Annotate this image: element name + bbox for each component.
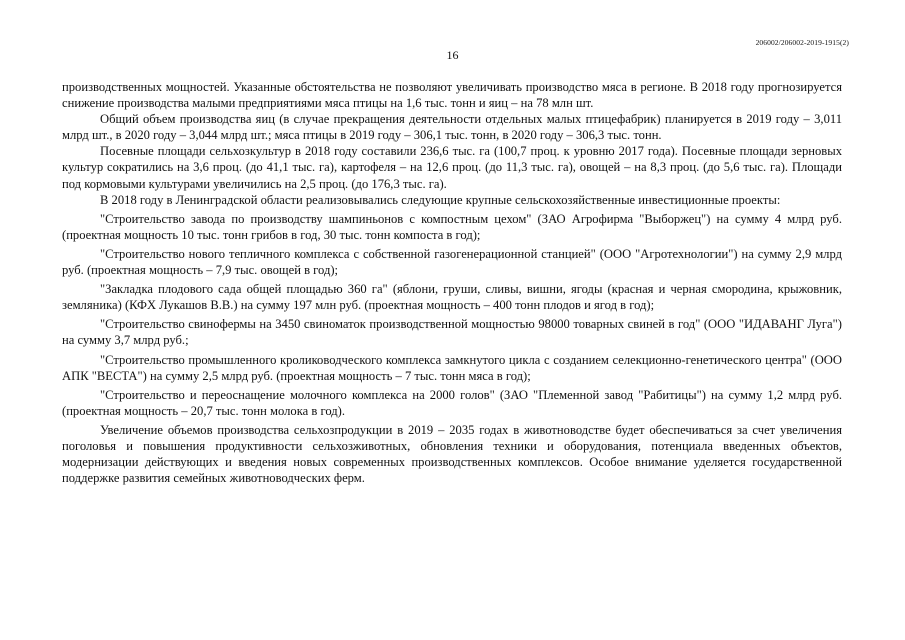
list-item-project: "Строительство нового тепличного комплекса с собственной газогенерационной станцией" (ООО "Агротехнологии") на сумму 2,9 млрд руб. (проектная мощность – 7,9 тыс. овощей в год);: [62, 246, 842, 278]
list-item-project: "Строительство завода по производству шампиньонов с компостным цехом" (ЗАО Агрофирма "Выборжец") на сумму 4 млрд руб. (проектная мощность 10 тыс. тонн грибов в год, 30 тыс. тонн компоста в год);: [62, 211, 842, 242]
list-item-project: "Строительство свинофермы на 3450 свиноматок производственной мощностью 98000 товарных свиней в год" (ООО "ИДАВАНГ Луга") на сумму 3,7 млрд руб.;: [62, 317, 842, 348]
paragraph-investment-intro: В 2018 году в Ленинградской области реализовывались следующие крупные сельскохозяйственные инвестиционные проекты:: [100, 192, 781, 207]
document-id: 206002/206002-2019-1915(2): [755, 38, 849, 47]
paragraph-crop-areas: Посевные площади сельхозкультур в 2018 году составили 236,6 тыс. га (100,7 проц. к уровню 2017 года). Посевные площади зерновых культур сократились на 3,6 проц. (до 41,1 тыс. га), картофеля – на 12,6 проц. (до 11,3 тыс. га), овощей – на 8,3 проц. (до 5,6 тыс. га). Площади под кормовыми культурами увеличились на 2,5 проц. (до 176,3 тыс. га).: [62, 144, 842, 191]
document-body: [62, 79, 842, 486]
paragraph-closing: Увеличение объемов производства сельхозпродукции в 2019 – 2035 годах в животноводстве будет обеспечиваться за счет увеличения поголовья и повышения продуктивности сельхозживотных, обновления техники и оборудования, потенциала введенных объектов, модернизации действующих и введения новых современных производственных комплексов. Особое внимание уделяется государственной поддержке развития семейных животноводческих ферм.: [62, 422, 842, 486]
list-item-project: "Строительство и переоснащение молочного комплекса на 2000 голов" (ЗАО "Племенной завод "Рабитицы") на сумму 1,2 млрд руб. (проектная мощность – 20,7 тыс. тонн молока в год).: [62, 387, 842, 418]
list-item-project: "Закладка плодового сада общей площадью 360 га" (яблони, груши, сливы, вишни, ягоды (красная и черная смородина, крыжовник, земляника) (КФХ Лукашов В.В.) на сумму 197 млн руб. (проектная мощность – 400 тонн плодов и ягод в год);: [62, 282, 842, 313]
list-item-project: "Строительство промышленного кролиководческого комплекса замкнутого цикла с созданием селекционно-генетического центра" (ООО АПК "ВЕСТА") на сумму 2,5 млрд руб. (проектная мощность – 7 тыс. тонн мяса в год);: [62, 352, 842, 383]
paragraph-egg-production: Общий объем производства яиц (в случае прекращения деятельности отдельных малых птицефабрик) планируется в 2019 году – 3,011 млрд шт., в 2020 году – 3,044 млрд шт.; мяса птицы в 2019 году – 306,1 тыс. тонн, в 2020 году – 306,3 тыс. тонн.: [62, 112, 842, 143]
paragraph-continuation: производственных мощностей. Указанные обстоятельства не позволяют увеличивать производство мяса в регионе. В 2018 году прогнозируется снижение производства малыми предприятиями мяса птицы на 1,6 тыс. тонн и яиц – на 78 млн шт.: [62, 80, 842, 111]
page-number: 16: [446, 48, 459, 62]
